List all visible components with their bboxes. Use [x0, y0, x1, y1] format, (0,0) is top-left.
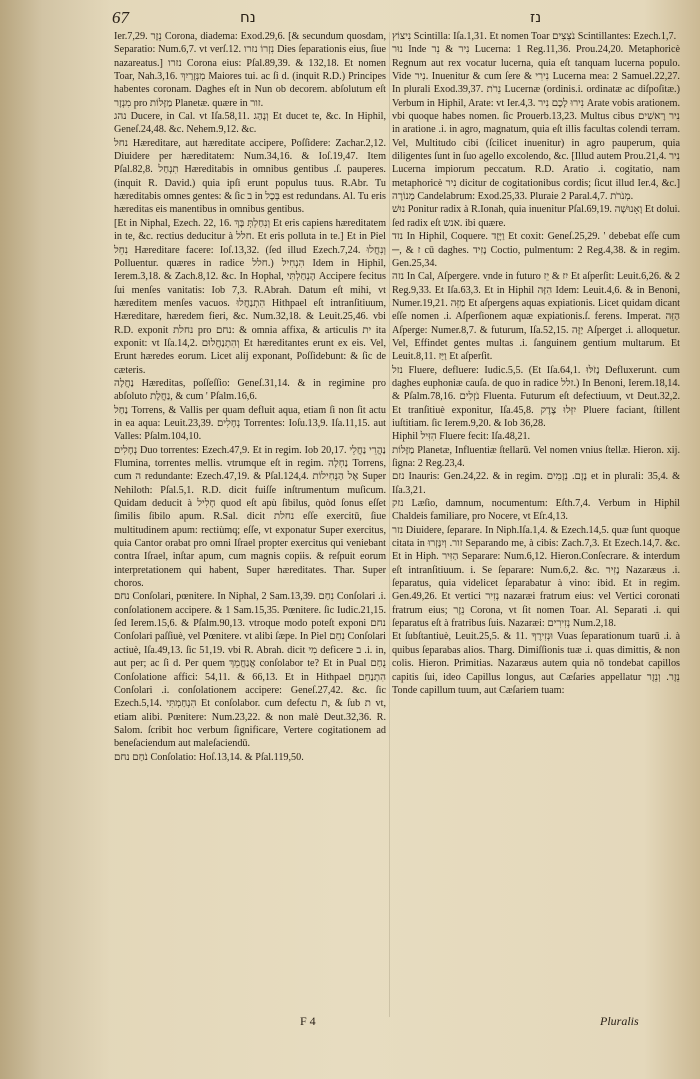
dictionary-entry: Hiphil הִזִּיל Fluere fecit: Iſa.48,21. — [392, 431, 531, 443]
left-running-head: נח — [240, 8, 256, 26]
left-column — [114, 30, 386, 1030]
dictionary-entry: מַזָּלוֹת Planetæ, Influentiæ ſtellarū. Vel nomen vnius ſtellæ. Hieron. xij. ſigna: 2 Reg.23,4. — [392, 444, 680, 469]
dictionary-entry: Ier.7,29. נֵזֶר Corona, diadema: Exod.29,6. [& secundum quosdam, Separatio: Num.6,7. vt verſ.12. נִזְרוֹ נזרו Dies ſeparationis eius, ſiue nazareatus.] נזרו Corona eius: Pſal.89,39. & 132,18. Et nomen Toar, Nah.3,16. מִנְּזָרַיִךְ Maiores tui. ac ſi d. (inquit R.D.) Principes habentes coronam. Daghes eſt in Nun ob decorem. abſolutum eſt מִנְזָר pro מַזָּלוֹת Planetæ. quære in זור. — [114, 31, 386, 109]
dictionary-entry: נֹחַם נחם Conſolatio: Hoſ.13,14. & Pſal.119,50. — [114, 751, 304, 763]
dictionary-entry: נַחַל Torrens, & Vallis per quam defluit aqua, etiam ſi non ſit actu in ea aqua: Leuit.23,39. נְחָלִים Torrentes: Ioſu.13,9. Iſa.11,15. aut Valles: Pſalm.104,10. — [114, 404, 386, 443]
dictionary-entry: Et ſubſtantiuè, Leuit.25,5. & 11. וּנְזִירֶךָ Vuas ſeparationum tuarū .i. à quibus ſeparabas alios. Tharg. Dimiſſionis tuæ .i. quas dimittis, & non colis. Hieron. Primitias. Nazaræus autem quia nō tondebat capillos capitis ſui, ideo Capillus longus, aut Cæſaries appellatur נֵזֶר. וְנֵזֶר Tonde capillum tuum, aut Cæſariem tuam: — [392, 631, 680, 696]
dictionary-entry: [Et in Niphal, Ezech. 22, 16. וְנִחַלְתְּ בָּךְ Et eris capiens hæreditatem in te, &c. rectius deducitur à חלל. Et eris polluta in te.] Et in Piel נִחֵל Hæreditare facere: Ioſ.13,32. (ſed illud Ezech.7,24. וְנִחֲלוּ Polluentur. quæres in radice חלל.) הִנְחִיל Idem in Hiphil, Ierem.3,18. & Zach.8,12. &c. In Hophal, הָנְחַלְתִּי Accipere fecitus ſui menſes vanitatis: Iob 7,3. R.Abrah. Datum eſt mihi, vt hæreditem menſes vacuos. הִתְנַחֲלוּ Hithpael eſt intranſitiuum, Hæreditare, hæredem fieri, &c. Num.32,18. & Leuit.25,46. vbi R.D. exponit נחלת pro נחם: & omnia affixa, & articulis ית ita exponit: vt Iſa.14,2. וְהִתְנַחֲלוּם Et hæreditantes erunt ex eis. Vel, Erunt hæredes eorum. Licet alij exponant, Poſſidebunt: & ſic de cæteris. — [114, 217, 386, 376]
dictionary-entry: נחם Conſolari, pœnitere. In Niphal, 2 Sam.13,39. נִחַם Conſolari .i. conſolationem accipere. & 1 Sam.15,35. Pœnitere. ſic Iudic.21,15. ſed Ierem.15,6. & Pſalm.90,13. vtroque modo poteſt exponi נחם Conſolari paſſiuè, vel Pœnitere. vt alibi ſæpe. In Piel נִחֵם Conſolari actiuè, Iſa.49,13. ſic 51,19. vbi R. Abrah. dicit מִי deficere ב .i. in, aut per; ac ſi d. Per quem אֲנַחֲמֵךְ conſolabor te? Et in Pual נֻחַם Conſolatione affici: 54,11. & 66,13. Et in Hithpael הִתְנַחֵם Conſolari .i. conſolationem accipere: Geneſ.27,42. &c. ſic Ezech.5,14. הִנְחַמְתִּי Et conſolabor. cum defectu ת, & ſub ת vt, etiam alibi. Pœnitere: Num.23,22. & non malè Deut.32,36. R. Salom. ſcribit hoc verbum ſignificare, Vertere cogitationem ad beneſaciendum aut maleſaciendū. — [114, 591, 386, 750]
page-number: 67 — [112, 8, 129, 27]
dictionary-entry: נזה In Cal, Aſpergere. vnde in futuro יִז & יֵז Et aſperſit: Leuit.6,26. & 2 Reg.9,33. Et Iſa.63,3. Et in Hiphil הִזָּה Idem: Leuit.4,6. & in Benoni, Numer.19,21. מַזֵּה Et aſpergens aquas expiationis. Licet quidam dicant eſſe nomen .i. Aſperſionem aquæ expiationis.ſ. ferens. Imperat. הַזֵּה Aſperge: Numer.8,7. & futurum, Iſa.52,15. יַזֶּה Aſperget .i. alloquetur. Vel, Effindet gentes multas .i. ſanguinem gentium multarum. Et Leuit.8,11. וַיַּז Et aſperſit. — [392, 271, 680, 363]
catchword: Pluralis — [600, 1014, 639, 1028]
dictionary-entry: נְחָלִים Duo torrentes: Ezech.47,9. Et in regim. Iob 20,17. נַהֲרֵי נַחֲלֵי Flumina, torrentes mellis. vtrumque eſt in regim. נַחְלָה Torrens, cum ה redundante: Ezech.47,19. & Pſal.124,4. אֶל הַנְּחִילוֹת Super Nehiloth: Pſal.5,1. R.D. dicit fuiſſe inſtrumentum muſicum. Quidam deducit à חָלִיל quod eſt apù ſibilus, quòd ſonus eſſet ſimilis ſibilo apum. R.Sal. dicit נחלת eſſe exercitū, ſiue multitudinem apum: rectiùmq; eſſe, vt exponatur Super exercitus, quia Cantor orabat pro omni Iſrael propter exercitus qui veniebant contra Iſrael, inſtar apum, cum magnis copiis. & reſpuit eorum interpretationem qui habent, Super hæreditates. Thar. Super choros. — [114, 444, 386, 590]
dictionary-entry: נוּר Inde נִיר & נֵר Lucerna: 1 Reg.11,36. Prou.24,20. Metaphoricè Regnum aut rex vocatur lucerna, quia eſt tanquam lucerna populo. Vide נִיר. Inuenitur & cum ſere & נִירִי Lucerna mea: 2 Samuel.22,27. In plurali Exod.39,37. נֵרֹת Lucernæ (ordinis.i. ordinatæ ac diſpoſitæ.) Verbum in Hiphil, Arate: vt Ier.4,3. נִירוּ לָכֶם נִיר Arate vobis arationem. vbi quoque habes nomen. ſic Prouerb.13,23. Multus cibus נִיר רָאשִׁים in aratione .i. in agro, magnatum, quia eſt illis facultas colendi terram. Vel, Multitudo cibi (ſcilicet inuenitur) in agro pauperum, quia diligentes ſunt in ſuo agello excolendo, &c. [Illud autem Prou.21,4. נִיר Lucerna impiorum peccatum. R.D. Aratio .i. cogitatio, nam metaphoricè נִיר dicitur de cogitationibus cordis; ſicut illud Ier.4, &c.] מְנוֹרָה Candelabrum: Exod.25,33. Pluraie 2 Paral.4,7. מְנֹרֹת. — [392, 44, 680, 203]
dictionary-entry: נחל Hæreditare, aut hæreditate accipere, Poſſidere: Zachar.2,12. Diuidere per hæreditatem: Num.34,16. & Ioſ.19,47. Item Pſal.82,8. תִנְחַל Hæreditabis in omnibus gentibus .ſ. pauperes. (inquit R. David.) quia ipſi erunt populus tuus. R.Abr. Tu hæreditabis omnes gentes: & ſic ב in בְּכָל est redundans. Al. Tu eris hæreditas eis manentibus in omnibus gentibus. — [114, 137, 386, 216]
dictionary-entry: נזד In Hiphil, Coquere. וַיָּזֶד Et coxit: Geneſ.25,29. ' debebat eſſe cum ─, & ז cū daghes. נָזִיד Coctio, pulmentum: 2 Reg.4,38. & in regim. Gen.25,34. — [392, 231, 680, 269]
page-gutter-shadow — [0, 0, 110, 1079]
dictionary-entry: נזק Læſio, damnum, nocumentum: Eſth.7,4. Verbum in Hiphil Chaldeis familiare, pro Nocere, vt Eſr.4,13. — [392, 498, 680, 523]
right-column — [392, 30, 680, 1030]
dictionary-entry: נהג Ducere, in Cal. vt Iſa.58,11. וְנָהַג Et ducet te, &c. In Hiphil, Geneſ.24,48. &c. Nehem.9,12. &c. — [114, 111, 386, 136]
dictionary-entry: נזל Fluere, defluere: Iudic.5,5. (Et Iſa.64,1. נָזֹלּוּ Defluxerunt. cum daghes euphoniæ cauſa. de quo in radice זלל.) In Benoni, Ierem.18,14. & Pſalm.78,16. נֹזְלִים Fluenta. Futurum eſt defectiuum, vt Deut.32,2. Et tranſitiuè exponitur, Iſa.45,8. יִזְּלוּ צֶדֶק Pluere faciant, ſtillent iuſtitiam. ſic Ierem.9,20. & Iob 36,28. — [392, 364, 680, 429]
dictionary-entry: נִיצוֹץ Scintilla: Iſa.1,31. Et nomen Toar נֹצְצִים Scintillantes: Ezech.1,7. — [392, 31, 677, 42]
signature-mark: F 4 — [300, 1014, 316, 1028]
dictionary-entry: נוּשׁ Ponitur radix à R.Ionah, quia inuenitur Pſal.69,19. וָאָנוּשָׁה Et dolui. ſed radix eſt אנש. ibi quære. — [392, 204, 680, 229]
dictionary-entry: נזר Diuidere, ſeparare. In Niph.Iſa.1,4. & Ezech.14,5. quæ ſunt quoque citata in זור. וְיִנָּזְרוּ Separando me, à cibis: Zach.7,3. Et Ezech.14,7. &c. Et in Hiph. הַזִּיר Separare: Num.6,12. Hieron.Conſecrare. & interdum eſt intranſitiuum. i. Se ſeparare: Num.6,2. &c. נָזִיר Nazaræus .i. ſeparatus, quia videlicet ſeparabatur à vino: ibid. Et in regim. Gen.49,26. Et vertici נְזִיר nazaræi fratrum eius: vel Vertici coronati fratrum eius; נֵזֶר Corona, vt ſit nomen Toar. Al. Separati .i. qui ſeparatus eſt à fratribus ſuis. Nazaræi: נְזִירִים Num.2,18. — [392, 524, 680, 630]
dictionary-entry: נַחֲלָה Hæreditas, poſſeſſio: Geneſ.31,14. & in regimine pro abſoluto נַחֲלָת, & cum ' Pſalm.16,6. — [114, 377, 386, 403]
column-divider — [389, 32, 390, 1017]
right-running-head: נז — [530, 8, 542, 26]
dictionary-entry: נזם Inauris: Gen.24,22. & in regim. נֶזֶם. נְזָמִים et in plurali: 35,4. & Iſa.3,21. — [392, 471, 680, 496]
